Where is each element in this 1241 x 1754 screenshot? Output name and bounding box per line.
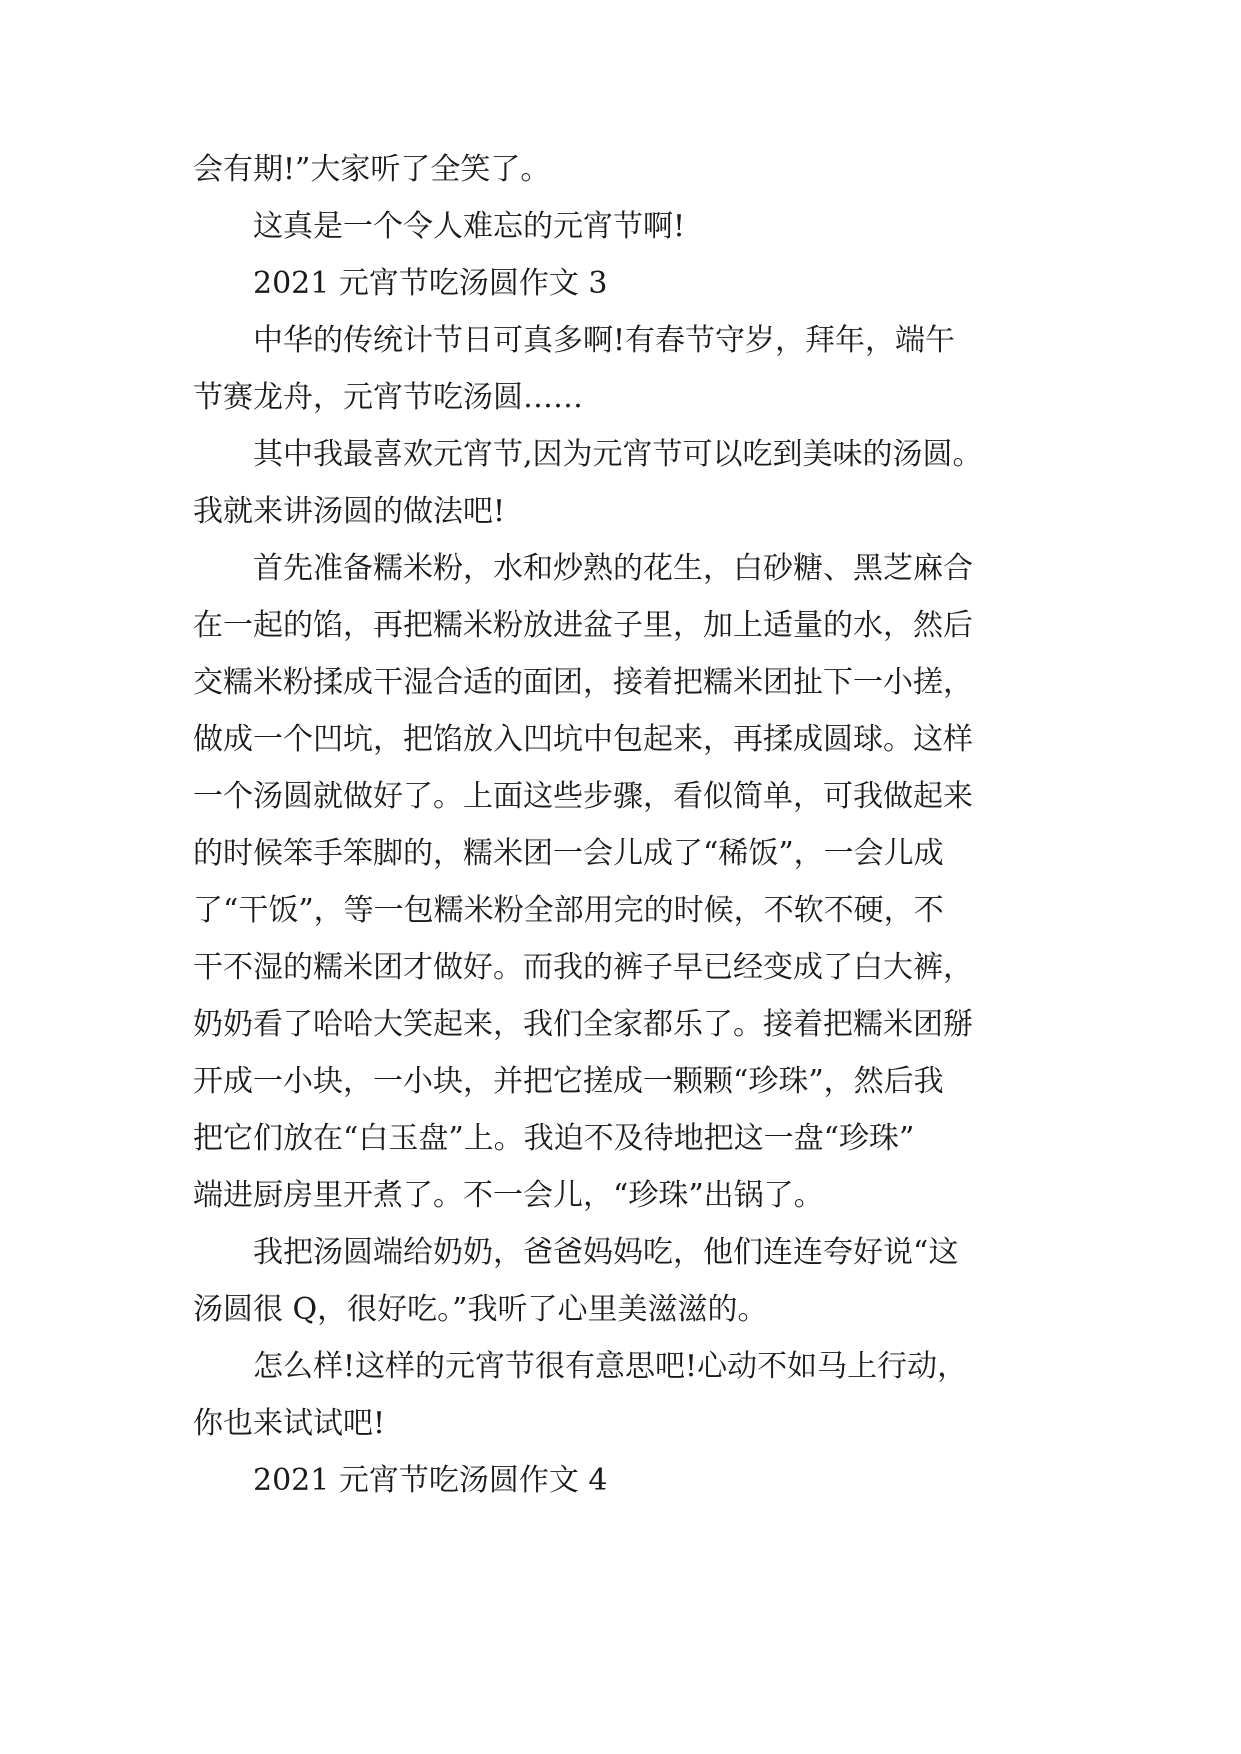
paragraph-line: 做成一个凹坑，把馅放入凹坑中包起来，再揉成圆球。这样 xyxy=(193,722,973,757)
paragraph-line: 其中我最喜欢元宵节,因为元宵节可以吃到美味的汤圆。 xyxy=(253,437,983,472)
paragraph-line: 端进厨房里开煮了。不一会儿，“珍珠”出锅了。 xyxy=(193,1178,824,1213)
paragraph-line: 节赛龙舟，元宵节吃汤圆…… xyxy=(193,380,583,415)
section-heading: 2021 元宵节吃汤圆作文 4 xyxy=(253,1463,608,1498)
paragraph-line: 奶奶看了哈哈大笑起来，我们全家都乐了。接着把糯米团掰 xyxy=(193,1007,973,1042)
paragraph-line: 汤圆很 Q，很好吃。”我听了心里美滋滋的。 xyxy=(193,1292,768,1327)
paragraph-line: 一个汤圆就做好了。上面这些步骤，看似简单，可我做起来 xyxy=(193,779,973,814)
paragraph-line: 首先准备糯米粉，水和炒熟的花生，白砂糖、黑芝麻合 xyxy=(253,551,973,586)
paragraph-line: 怎么样!这样的元宵节很有意思吧!心动不如马上行动， xyxy=(253,1349,968,1384)
section-heading: 2021 元宵节吃汤圆作文 3 xyxy=(253,266,608,301)
paragraph-line: 干不湿的糯米团才做好。而我的裤子早已经变成了白大裤， xyxy=(193,950,973,985)
paragraph-line: 在一起的馅，再把糯米粉放进盆子里，加上适量的水，然后 xyxy=(193,608,973,643)
paragraph-line: 中华的传统计节日可真多啊!有春节守岁，拜年，端午 xyxy=(253,323,956,358)
paragraph-line: 我就来讲汤圆的做法吧! xyxy=(193,494,506,529)
paragraph-line: 我把汤圆端给奶奶，爸爸妈妈吃，他们连连夸好说“这 xyxy=(253,1235,959,1270)
paragraph-line: 的时候笨手笨脚的，糯米团一会儿成了“稀饭”，一会儿成 xyxy=(193,836,944,871)
paragraph-line: 会有期!”大家听了全笑了。 xyxy=(193,152,551,187)
paragraph-line: 了“干饭”，等一包糯米粉全部用完的时候，不软不硬，不 xyxy=(193,893,944,928)
paragraph-line: 你也来试试吧! xyxy=(193,1406,386,1441)
paragraph-line: 开成一小块，一小块，并把它搓成一颗颗“珍珠”，然后我 xyxy=(193,1064,944,1099)
paragraph-line: 这真是一个令人难忘的元宵节啊! xyxy=(253,209,686,244)
paragraph-line: 把它们放在“白玉盘”上。我迫不及待地把这一盘“珍珠” xyxy=(193,1121,915,1156)
paragraph-line: 交糯米粉揉成干湿合适的面团，接着把糯米团扯下一小搓， xyxy=(193,665,973,700)
